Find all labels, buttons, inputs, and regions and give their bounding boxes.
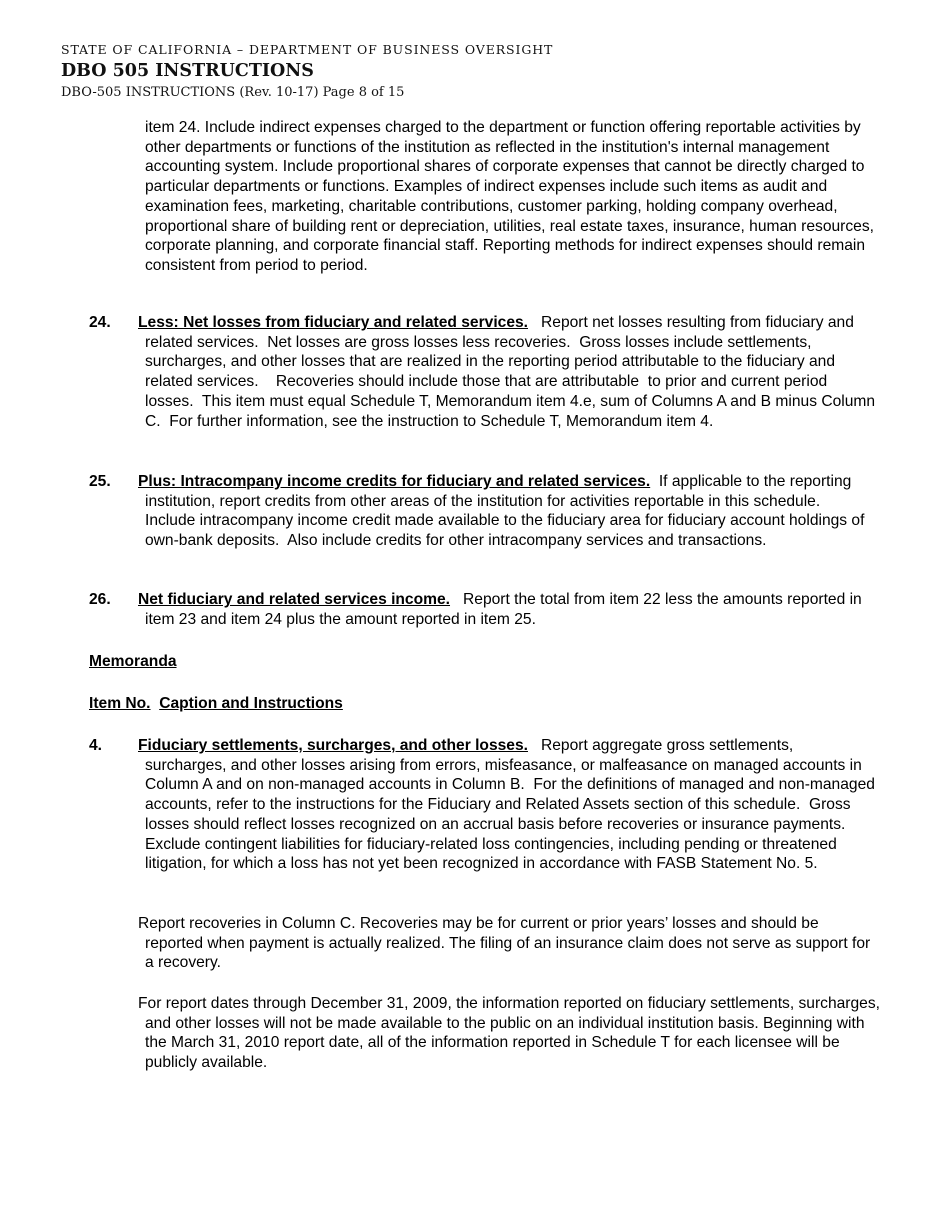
continuation-paragraph: item 24. Include indirect expenses charged to the department or function offering reportable activities by other departments or functions of the institution as reflected in the institution's internal management accounting system. Include proportional shares of corporate expenses that cannot be directly charged to particular departments or functions. Examples of indirect expenses include such items as audit and examination fees, marketing, charitable contributions, customer parking, holding company overhead, proportional share of building rent or depreciation, utilities, real estate taxes, insurance, human resources, corporate planning, and corporate financial staff. Reporting methods for indirect expenses should remain consistent from period to period. (145, 119, 874, 274)
memoranda-heading: Memoranda (89, 653, 177, 670)
item-body (138, 313, 879, 431)
item-caption: Plus: Intracompany income credits for fiduciary and related services. (138, 473, 651, 490)
item-body (138, 472, 879, 551)
item-caption: Net fiduciary and related services income. (138, 591, 451, 608)
item-caption: Less: Net losses from fiduciary and related services. (138, 314, 529, 331)
item-number: 4. (89, 737, 103, 754)
item-text: Report net losses resulting from fiduciary and related services. Net losses are gross losses less recoveries. Gross losses include settlements, surcharges, and other losses that are realized in the reporting period attributable to the fiduciary and related services. Recoveries should include those that are attributable to prior and current period losses. This item must equal Schedule T, Memorandum item 4.e, sum of Columns A and B minus Column C. For further information, see the instruction to Schedule T, Memorandum item 4. (145, 314, 880, 430)
item-26 (89, 590, 879, 629)
item-number: 25. (89, 473, 111, 490)
document-title: DBO 505 INSTRUCTIONS (61, 61, 314, 81)
item-caption: Fiduciary settlements, surcharges, and other losses. (138, 737, 528, 754)
memoranda-item-4 (89, 736, 879, 874)
item-body (138, 736, 879, 874)
item-no-header: Item No. (89, 695, 151, 712)
item-text: Report aggregate gross settlements, surcharges, and other losses arising from errors, misfeasance, or malfeasance on managed accounts in Column A and on non-managed accounts in Column B. For the definitions of managed and non-managed accounts, refer to the instructions for the Fiduciary and Related Assets section of this schedule. Gross losses should reflect losses recognized on an accrual basis before recoveries or insurance payments. Exclude contingent liabilities for fiduciary-related loss contingencies, including pending or threatened litigation, for which a loss has not yet been recognized in accordance with FASB Statement No. 5. (145, 737, 880, 873)
item-number: 26. (89, 591, 111, 608)
item-body (138, 590, 879, 629)
column-headers (89, 694, 343, 714)
recoveries-paragraph: Report recoveries in Column C. Recoveries may be for current or prior years’ losses and should be reported when payment is actually realized. The filing of an insurance claim does not serve as support for a recovery. (138, 915, 871, 972)
item-text: Report the total from item 22 less the amounts reported in item 23 and item 24 plus the amount reported in item 25. (145, 591, 867, 628)
item-25 (89, 472, 879, 551)
caption-header: Caption and Instructions (159, 695, 343, 712)
item-24 (89, 313, 879, 431)
revision-page-line: DBO-505 INSTRUCTIONS (Rev. 10-17) Page 8 of 15 (61, 85, 405, 100)
public-availability-paragraph: For report dates through December 31, 2009, the information reported on fiduciary settlements, surcharges, and other losses will not be made available to the public on an individual institution basis. Beginning with the March 31, 2010 report date, all of the information reported in Schedule T for each licensee will be publicly available. (138, 995, 880, 1072)
agency-header: STATE OF CALIFORNIA – DEPARTMENT OF BUSINESS OVERSIGHT (61, 42, 554, 57)
item-text: If applicable to the reporting institution, report credits from other areas of the institution for activities reportable in this schedule. Include intracompany income credit made available to the fiduciary area for fiduciary account holdings of own-bank deposits. Also include credits for other intracompany services and transactions. (145, 473, 869, 550)
item-number: 24. (89, 314, 111, 331)
